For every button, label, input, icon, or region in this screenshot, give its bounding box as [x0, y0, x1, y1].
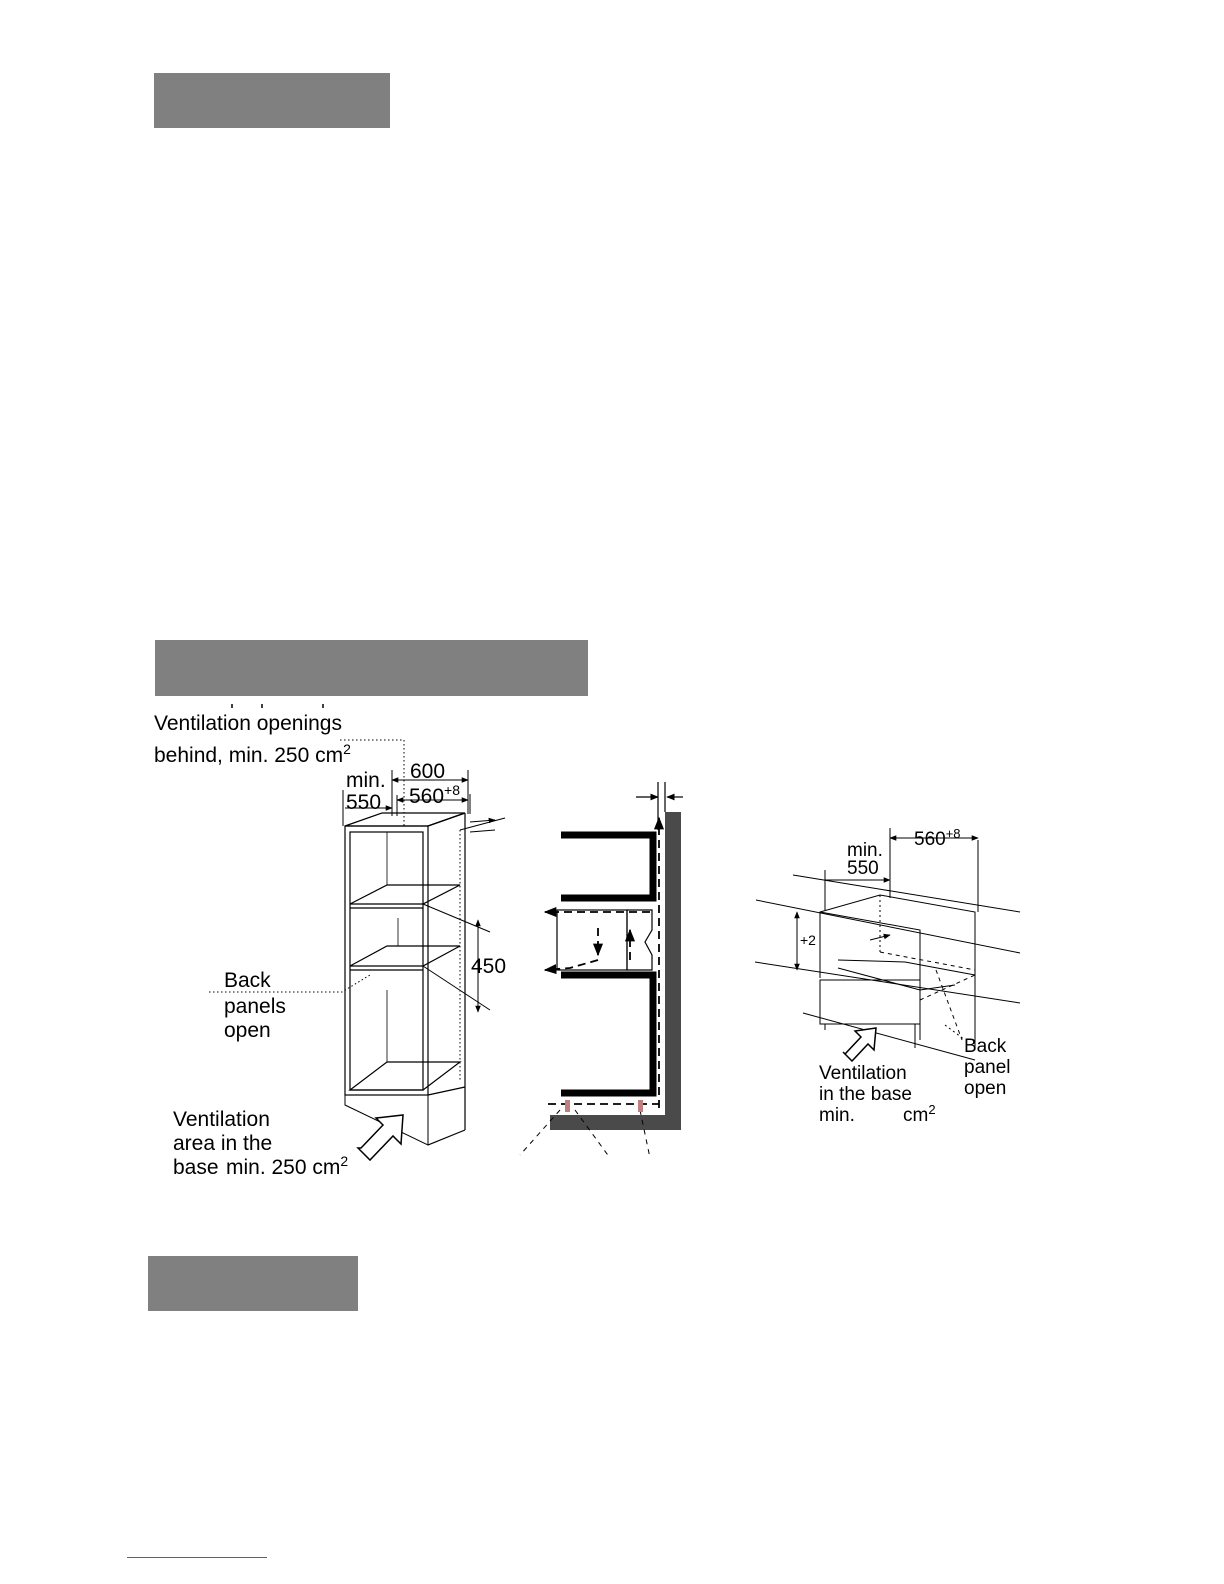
back-panel-3: open: [964, 1078, 1007, 1099]
back-panel-1: Back: [964, 1036, 1007, 1057]
tall-cabinet-drawing: [345, 813, 465, 1145]
vent-right-3a: min.: [819, 1105, 855, 1126]
height-450: 450: [471, 955, 507, 978]
width-600: 600: [410, 760, 446, 783]
min-value-left: 550: [346, 791, 382, 814]
vent-behind-line1: Ventilation openings: [154, 712, 342, 735]
min-label-right: min.: [847, 840, 883, 861]
section-view-drawing: [520, 782, 683, 1158]
width-560-left: $560^{+8}$: [409, 782, 461, 808]
vent-base-3a: base: [173, 1156, 219, 1179]
vent-arrow-right: [843, 1028, 876, 1061]
min-label-left: min.: [346, 769, 386, 792]
undercounter-drawing: [755, 828, 1020, 1060]
footer-rule: [127, 1557, 267, 1558]
vent-base-3b: min. 250 $cm^2$: [226, 1153, 349, 1179]
back-panels-1: Back: [224, 969, 271, 992]
back-panel-2: panel: [964, 1057, 1011, 1078]
min-value-right: 550: [847, 858, 879, 879]
vent-arrow-left: [358, 1115, 403, 1160]
back-panels-2: panels: [224, 995, 286, 1018]
vent-right-2: in the base: [819, 1084, 912, 1105]
vent-base-2: area in the: [173, 1132, 273, 1155]
width-560-right: $560^{+8}$: [914, 826, 961, 850]
vent-behind-line2: behind, min. 250 $cm^2$: [154, 741, 351, 767]
back-panels-3: open: [224, 1019, 271, 1042]
plus2-label: +2: [800, 932, 816, 948]
vent-right-1: Ventilation: [819, 1063, 907, 1084]
vent-base-1: Ventilation: [173, 1108, 270, 1131]
vent-right-3b: $cm^2$: [903, 1102, 936, 1126]
